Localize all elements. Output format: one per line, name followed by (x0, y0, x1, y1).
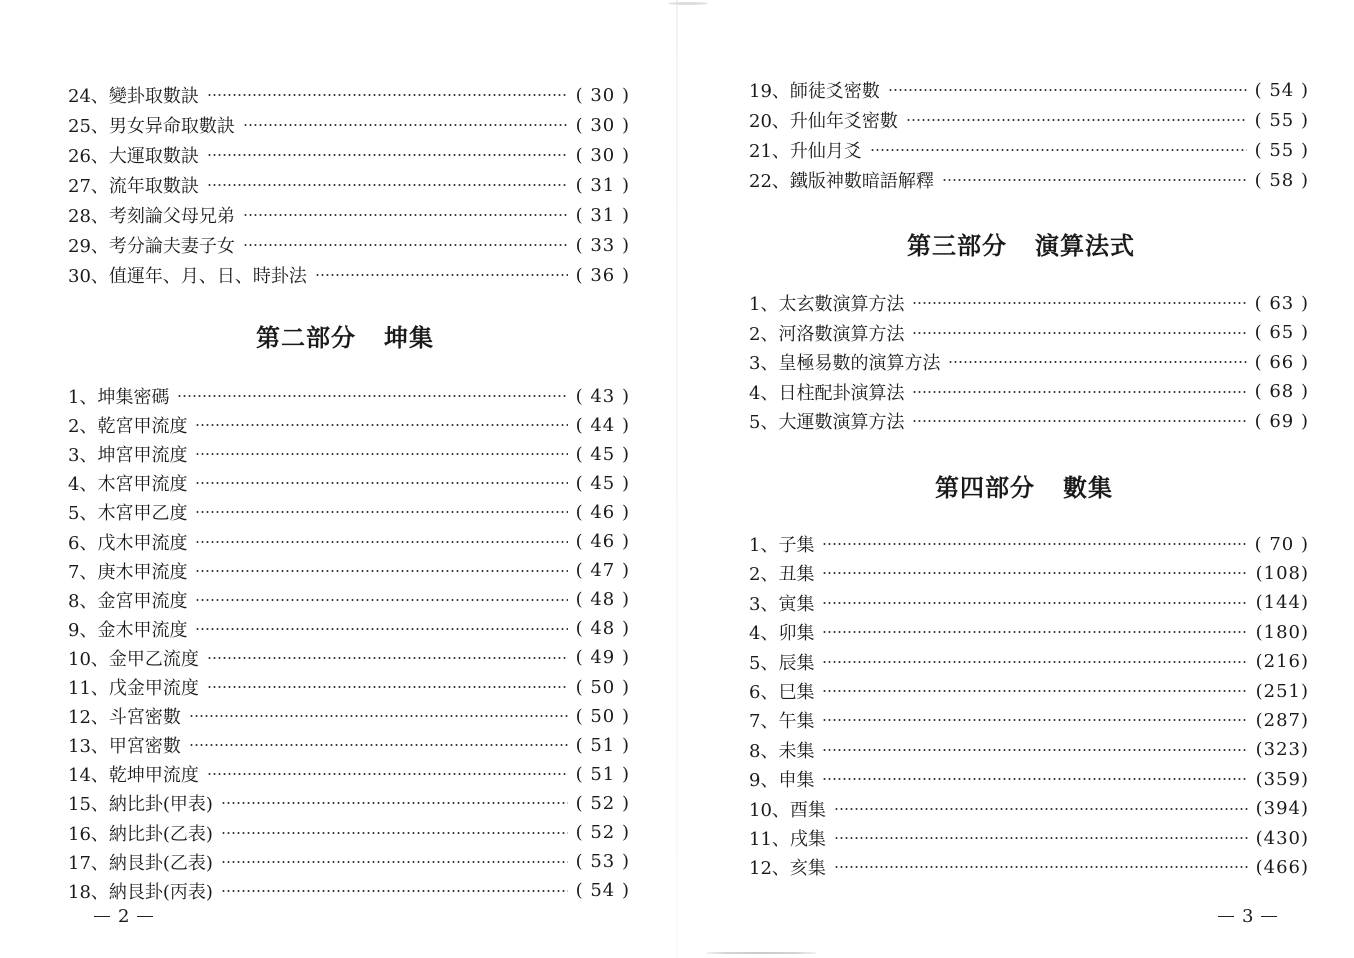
toc-entry-title: 未集 (778, 740, 815, 762)
toc-entry-title: 木宮甲乙度 (97, 503, 188, 525)
toc-entry-number: 12、 (68, 707, 109, 729)
toc-entry-page: (394) (1255, 798, 1309, 820)
toc-entry-title: 納艮卦(乙表) (108, 852, 213, 874)
toc-entry (749, 649, 1309, 675)
toc-entry-title: 辰集 (778, 652, 815, 674)
toc-entry-title: 大運取數訣 (108, 146, 199, 167)
toc-entry-page: ( 50 ) (575, 705, 630, 727)
section-name: 演算法式 (1035, 231, 1135, 260)
toc-entry-page: ( 54 ) (575, 880, 630, 902)
toc-entry-number: 8、 (749, 740, 779, 762)
toc-entry (68, 232, 630, 258)
toc-entry-page: ( 69 ) (1254, 410, 1309, 432)
dot-leader (834, 866, 1248, 868)
page-number (1210, 906, 1285, 927)
toc-entry-number: 28、 (68, 206, 109, 227)
section-part-label: 第三部分 (907, 231, 1007, 260)
toc-entry-title: 亥集 (789, 858, 826, 880)
toc-entry-number: 20、 (749, 111, 790, 132)
toc-entry-number: 10、 (749, 799, 790, 821)
toc-entry (749, 349, 1309, 375)
toc-entry (68, 587, 630, 613)
toc-entry-title: 庚木甲流度 (97, 561, 188, 583)
toc-entry (749, 137, 1309, 163)
toc-entry (68, 529, 630, 555)
dot-leader (822, 543, 1246, 545)
toc-entry-title: 金甲乙流度 (108, 648, 199, 670)
dot-leader (189, 715, 568, 717)
toc-entry (68, 412, 630, 438)
toc-entry-title: 值運年、月、日、時卦法 (108, 266, 307, 287)
toc-entry-title: 鐵版神數暗語解釋 (789, 171, 934, 192)
toc-entry (68, 142, 630, 168)
toc-entry (749, 796, 1309, 822)
toc-entry-page: (144) (1255, 592, 1309, 614)
dot-leader (822, 749, 1247, 751)
toc-entry-number: 1、 (68, 387, 98, 408)
toc-entry-number: 13、 (68, 736, 109, 758)
toc-entry-page: (216) (1255, 651, 1309, 673)
toc-entry-title: 金木甲流度 (97, 619, 188, 641)
dot-leader (822, 778, 1247, 780)
toc-entry (68, 383, 630, 409)
toc-entry-page: ( 31 ) (575, 174, 630, 196)
dot-leader (195, 424, 567, 426)
toc-entry-title: 變卦取數訣 (108, 86, 199, 107)
toc-entry-page: ( 53 ) (575, 851, 630, 873)
toc-entry-title: 升仙月爻 (789, 141, 862, 162)
section-part-label: 第二部分 (256, 323, 356, 352)
toc-entry-title: 坤宮甲流度 (97, 445, 188, 467)
toc-entry-page: ( 31 ) (575, 204, 630, 226)
dot-leader (189, 744, 568, 746)
dot-leader (243, 124, 568, 126)
toc-entry (68, 674, 630, 700)
toc-entry-title: 升仙年爻密數 (789, 111, 898, 132)
toc-entry-number: 16、 (68, 823, 109, 845)
toc-entry (68, 732, 630, 758)
toc-entry-number: 7、 (749, 711, 779, 733)
toc-entry-number: 15、 (68, 794, 109, 816)
toc-entry (749, 560, 1309, 586)
toc-entry-title: 午集 (778, 711, 815, 733)
dot-leader (195, 599, 567, 601)
toc-entry-number: 24、 (68, 86, 109, 107)
dot-leader (195, 541, 567, 543)
toc-entry-title: 申集 (778, 770, 815, 792)
dot-leader (888, 89, 1247, 91)
dot-leader (207, 184, 568, 186)
toc-entry-number: 17、 (68, 852, 109, 874)
dot-leader (906, 119, 1247, 121)
toc-entry-title: 酉集 (789, 799, 826, 821)
dot-leader (822, 690, 1247, 692)
dot-leader (822, 631, 1247, 633)
toc-entry (68, 820, 630, 846)
toc-entry-page: ( 66 ) (1254, 351, 1309, 373)
dot-leader (243, 244, 568, 246)
toc-entry (68, 878, 630, 904)
toc-entry-title: 考刻論父母兄弟 (108, 206, 235, 227)
toc-entry-page: ( 43 ) (575, 385, 630, 407)
toc-entry-title: 甲宮密數 (108, 736, 181, 758)
toc-entry-page: ( 50 ) (575, 676, 630, 698)
toc-entry-number: 14、 (68, 765, 109, 787)
toc-entry-number: 5、 (749, 652, 779, 674)
toc-entry-page: ( 68 ) (1254, 381, 1309, 403)
toc-entry-number: 11、 (68, 678, 109, 699)
toc-entry (749, 707, 1309, 733)
toc-entry-title: 太玄數演算方法 (778, 294, 905, 315)
page-number-value: 3 (1242, 906, 1254, 927)
toc-entry-number: 27、 (68, 176, 109, 197)
page-number (86, 906, 161, 927)
dot-leader (948, 361, 1246, 363)
toc-entry (68, 703, 630, 729)
dot-leader (221, 802, 568, 804)
toc-entry-title: 乾宮甲流度 (97, 416, 188, 438)
toc-entry-number: 5、 (68, 503, 98, 525)
toc-entry (68, 761, 630, 787)
toc-entry (749, 379, 1309, 405)
toc-entry (68, 790, 630, 816)
section-title-part3 (907, 226, 1135, 261)
toc-entry-number: 3、 (68, 445, 98, 467)
toc-entry (68, 558, 630, 584)
toc-entry (68, 645, 630, 671)
toc-entry-title: 乾坤甲流度 (108, 765, 199, 787)
toc-entry (68, 849, 630, 875)
dot-leader (207, 154, 568, 156)
toc-entry-page: ( 48 ) (575, 589, 630, 611)
toc-entry-page: ( 51 ) (575, 763, 630, 785)
section-part-label: 第四部分 (935, 473, 1035, 502)
toc-entry (749, 854, 1309, 880)
dot-leader (207, 657, 568, 659)
dot-leader (912, 302, 1246, 304)
toc-entry (749, 531, 1309, 557)
toc-entry-page: ( 70 ) (1254, 533, 1309, 555)
dot-leader (195, 511, 567, 513)
dot-leader (207, 94, 568, 96)
toc-entry (68, 470, 630, 496)
dot-leader (834, 808, 1248, 810)
toc-entry-page: ( 55 ) (1254, 109, 1309, 131)
toc-entry-number: 3、 (749, 593, 779, 615)
toc-entry-page: (180) (1255, 621, 1309, 643)
toc-entry-number: 11、 (749, 829, 790, 850)
toc-entry-page: ( 52 ) (575, 792, 630, 814)
toc-entry-title: 卯集 (778, 623, 815, 645)
toc-entry-page: ( 65 ) (1254, 322, 1309, 344)
toc-entry-title: 流年取數訣 (108, 176, 199, 197)
toc-entry-page: ( 44 ) (575, 414, 630, 436)
section-name: 數集 (1063, 473, 1113, 502)
toc-entry-title: 斗宮密數 (108, 707, 181, 729)
toc-entry-title: 寅集 (778, 593, 815, 615)
toc-entry-number: 21、 (749, 141, 790, 162)
right-page (677, 0, 1354, 958)
dot-leader (195, 482, 567, 484)
toc-entry-number: 3、 (749, 353, 779, 375)
dot-leader (207, 686, 568, 688)
toc-entry-title: 戌集 (789, 829, 826, 850)
dot-leader (822, 572, 1247, 574)
toc-entry (749, 590, 1309, 616)
toc-entry-page: (287) (1255, 709, 1309, 731)
toc-entry (749, 320, 1309, 346)
toc-entry-page: ( 47 ) (575, 560, 630, 582)
toc-entry (749, 408, 1309, 434)
page-number-value: 2 (118, 906, 130, 927)
toc-entry-title: 金宮甲流度 (97, 590, 188, 612)
toc-entry-page: ( 46 ) (575, 531, 630, 552)
toc-entry-number: 9、 (68, 619, 98, 641)
toc-entry-title: 河洛數演算方法 (778, 323, 905, 345)
toc-entry-number: 6、 (749, 682, 779, 703)
toc-entry-page: ( 63 ) (1254, 292, 1309, 314)
toc-entry-title: 男女异命取數訣 (108, 116, 235, 137)
dot-leader (195, 570, 567, 572)
toc-entry-number: 4、 (749, 623, 779, 645)
toc-entry-page: (466) (1255, 856, 1309, 878)
toc-entry-page: ( 30 ) (575, 114, 630, 136)
dot-leader (221, 861, 568, 863)
toc-entry (68, 202, 630, 228)
toc-entry-number: 30、 (68, 266, 109, 287)
dot-leader (207, 773, 568, 775)
toc-entry (749, 107, 1309, 133)
toc-entry-number: 4、 (749, 382, 779, 404)
folio-dash (94, 916, 110, 917)
dot-leader (912, 391, 1246, 393)
toc-entry-page: ( 30 ) (575, 84, 630, 106)
toc-entry-page: ( 36 ) (575, 264, 630, 286)
toc-entry (749, 766, 1309, 792)
toc-entry-page: ( 33 ) (575, 234, 630, 256)
toc-entry-number: 19、 (749, 81, 790, 102)
dot-leader (221, 890, 568, 892)
dot-leader (912, 420, 1246, 422)
toc-entry (68, 172, 630, 198)
toc-entry-page: ( 45 ) (575, 472, 630, 494)
toc-entry-page: (251) (1255, 680, 1309, 702)
dot-leader (912, 332, 1246, 334)
toc-entry-title: 納比卦(乙表) (108, 823, 213, 845)
toc-entry-title: 坤集密碼 (97, 387, 170, 408)
toc-entry-number: 7、 (68, 561, 98, 583)
toc-entry-title: 日柱配卦演算法 (778, 382, 905, 404)
toc-entry (68, 82, 630, 108)
toc-entry-title: 考分論夫妻子女 (108, 236, 235, 257)
dot-leader (822, 719, 1247, 721)
toc-entry-number: 5、 (749, 412, 779, 434)
toc-entry-page: (430) (1255, 827, 1309, 849)
toc-entry (749, 290, 1309, 316)
dot-leader (822, 602, 1247, 604)
toc-entry-number: 4、 (68, 474, 98, 496)
toc-entry-title: 皇極易數的演算方法 (778, 353, 941, 375)
toc-entry-title: 師徒爻密數 (789, 81, 880, 102)
toc-entry-number: 2、 (749, 564, 779, 586)
toc-entry-title: 大運數演算方法 (778, 412, 905, 434)
dot-leader (177, 395, 567, 397)
toc-entry-page: (108) (1255, 562, 1309, 584)
toc-entry (749, 167, 1309, 193)
section-name: 坤集 (384, 323, 434, 352)
dot-leader (221, 832, 568, 834)
toc-entry (749, 678, 1309, 704)
toc-entry-page: ( 52 ) (575, 822, 630, 843)
dot-leader (315, 274, 568, 276)
toc-entry-number: 8、 (68, 590, 98, 612)
toc-entry-title: 巳集 (778, 682, 815, 703)
dot-leader (243, 214, 568, 216)
toc-entry-number: 1、 (749, 535, 779, 556)
toc-entry (749, 737, 1309, 763)
dot-leader (834, 837, 1248, 839)
toc-entry-page: ( 48 ) (575, 618, 630, 640)
toc-entry-number: 29、 (68, 236, 109, 257)
toc-entry-title: 戊金甲流度 (108, 678, 199, 699)
dot-leader (822, 661, 1247, 663)
folio-dash (1218, 916, 1234, 917)
toc-entry-number: 9、 (749, 770, 779, 792)
toc-entry-number: 2、 (68, 416, 98, 438)
toc-entry (68, 499, 630, 525)
toc-entry-page: (359) (1255, 768, 1309, 790)
toc-entry-number: 18、 (68, 881, 109, 903)
toc-entry (749, 825, 1309, 851)
folio-dash (1261, 916, 1277, 917)
toc-entry-title: 納比卦(甲表) (108, 794, 213, 816)
folio-dash (137, 916, 153, 917)
toc-entry-number: 12、 (749, 858, 790, 880)
dot-leader (195, 628, 567, 630)
toc-entry-page: ( 51 ) (575, 734, 630, 756)
toc-entry-number: 22、 (749, 171, 790, 192)
toc-entry-title: 丑集 (778, 564, 815, 586)
toc-entry-number: 26、 (68, 146, 109, 167)
toc-entry (68, 112, 630, 138)
toc-entry-page: ( 55 ) (1254, 139, 1309, 161)
toc-entry-page: ( 54 ) (1254, 79, 1309, 101)
toc-entry-number: 2、 (749, 323, 779, 345)
dot-leader (870, 149, 1247, 151)
toc-entry-number: 1、 (749, 294, 779, 315)
toc-entry-title: 子集 (778, 535, 815, 556)
toc-entry-page: ( 49 ) (575, 647, 630, 669)
dot-leader (195, 453, 567, 455)
toc-entry-number: 6、 (68, 532, 98, 554)
toc-entry (68, 616, 630, 642)
dot-leader (942, 179, 1247, 181)
section-title-part2 (256, 318, 434, 353)
toc-entry-page: ( 58 ) (1254, 169, 1309, 191)
toc-entry-title: 納艮卦(丙表) (108, 881, 213, 903)
toc-entry-title: 木宮甲流度 (97, 474, 188, 496)
toc-entry-number: 25、 (68, 116, 109, 137)
toc-entry (68, 262, 630, 288)
toc-entry-page: ( 45 ) (575, 443, 630, 465)
toc-entry (749, 77, 1309, 103)
toc-entry-page: ( 30 ) (575, 144, 630, 166)
toc-entry-title: 戊木甲流度 (97, 532, 188, 554)
toc-entry (68, 441, 630, 467)
toc-entry-page: ( 46 ) (575, 501, 630, 523)
toc-entry (749, 619, 1309, 645)
toc-entry-page: (323) (1255, 739, 1309, 761)
toc-entry-number: 10、 (68, 648, 109, 670)
section-title-part4 (935, 468, 1113, 503)
